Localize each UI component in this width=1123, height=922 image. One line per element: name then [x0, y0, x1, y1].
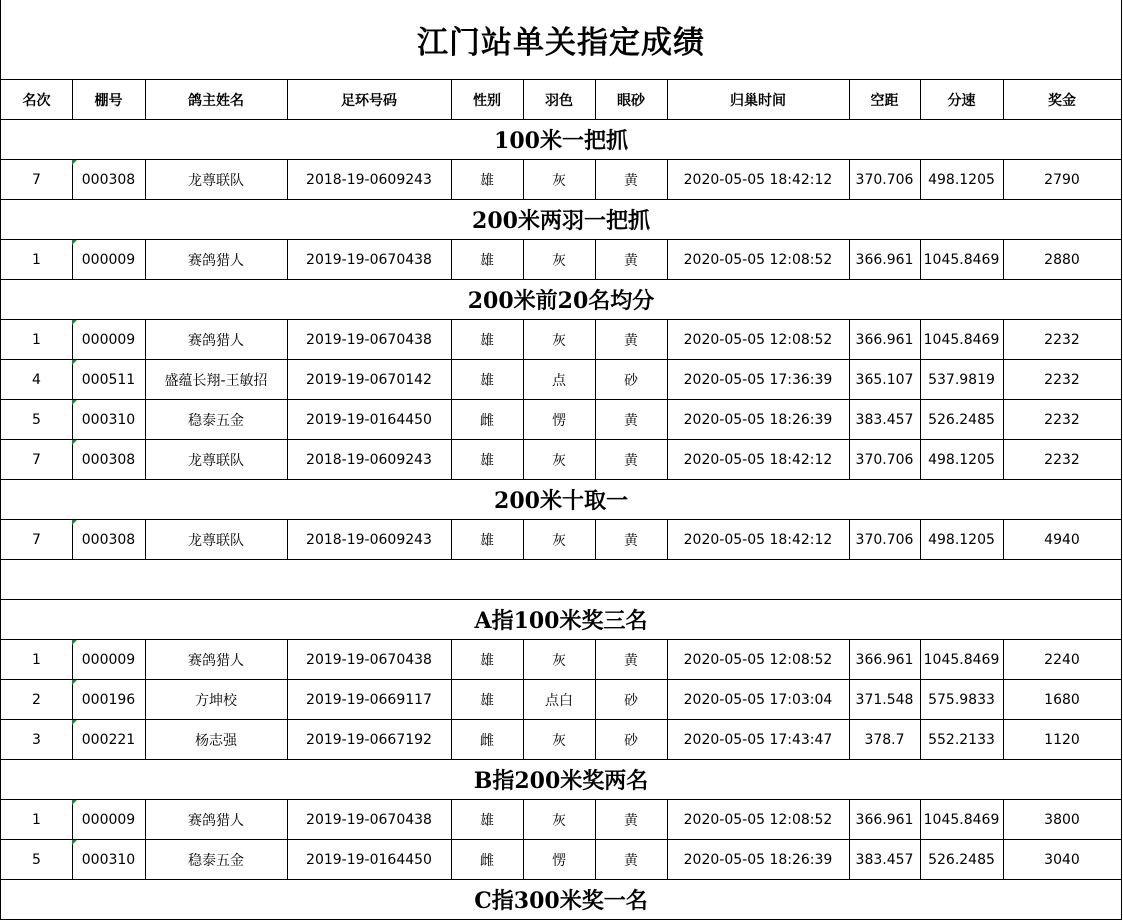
cell-speed[interactable]: 1045.8469: [920, 640, 1004, 680]
section-title[interactable]: 100米一把抓: [0, 120, 1122, 160]
cell-loft-no[interactable]: 000310: [72, 840, 146, 880]
cell-distance[interactable]: 371.548: [849, 680, 921, 720]
cell-distance[interactable]: 366.961: [849, 800, 921, 840]
cell-rank[interactable]: 7: [0, 160, 73, 200]
cell-loft-no[interactable]: 000310: [72, 400, 146, 440]
cell-eye-sand[interactable]: 黄: [595, 520, 668, 560]
cell-ring-no[interactable]: 2019-19-0670142: [287, 360, 452, 400]
cell-speed[interactable]: 537.9819: [920, 360, 1004, 400]
section-title[interactable]: C指300米奖一名: [0, 880, 1122, 920]
cell-loft-no[interactable]: 000009: [72, 240, 146, 280]
table-row: [0, 440, 1123, 480]
header-speed[interactable]: 分速: [920, 80, 1004, 120]
cell-speed[interactable]: 498.1205: [920, 440, 1004, 480]
cell-arrival-time[interactable]: 2020-05-05 18:26:39: [667, 840, 850, 880]
cell-prize[interactable]: 2240: [1003, 640, 1122, 680]
cell-loft-no[interactable]: 000308: [72, 160, 146, 200]
cell-eye-sand[interactable]: 黄: [595, 800, 668, 840]
cell-distance[interactable]: 366.961: [849, 240, 921, 280]
table-row: [0, 320, 1123, 360]
cell-prize[interactable]: 3040: [1003, 840, 1122, 880]
header-rank[interactable]: 名次: [0, 80, 73, 120]
cell-owner-name[interactable]: 赛鸽猎人: [145, 240, 288, 280]
cell-distance[interactable]: 383.457: [849, 840, 921, 880]
cell-arrival-time[interactable]: 2020-05-05 17:03:04: [667, 680, 850, 720]
cell-ring-no[interactable]: 2019-19-0669117: [287, 680, 452, 720]
cell-rank[interactable]: 5: [0, 840, 73, 880]
cell-arrival-time[interactable]: 2020-05-05 12:08:52: [667, 320, 850, 360]
cell-owner-name[interactable]: 龙尊联队: [145, 160, 288, 200]
cell-feather-color[interactable]: 灰: [523, 320, 596, 360]
cell-rank[interactable]: 7: [0, 440, 73, 480]
cell-speed[interactable]: 1045.8469: [920, 240, 1004, 280]
section-title[interactable]: 200米十取一: [0, 480, 1122, 520]
cell-rank[interactable]: 7: [0, 520, 73, 560]
cell-rank[interactable]: 3: [0, 720, 73, 760]
cell-sex[interactable]: 雄: [451, 240, 524, 280]
cell-ring-no[interactable]: 2019-19-0670438: [287, 240, 452, 280]
cell-speed[interactable]: 1045.8469: [920, 320, 1004, 360]
table-row: [0, 640, 1123, 680]
cell-loft-no[interactable]: 000221: [72, 720, 146, 760]
cell-owner-name[interactable]: 方坤校: [145, 680, 288, 720]
cell-owner-name[interactable]: 赛鸽猎人: [145, 800, 288, 840]
cell-eye-sand[interactable]: 黄: [595, 160, 668, 200]
cell-distance[interactable]: 370.706: [849, 440, 921, 480]
cell-arrival-time[interactable]: 2020-05-05 18:42:12: [667, 520, 850, 560]
cell-owner-name[interactable]: 龙尊联队: [145, 440, 288, 480]
cell-distance[interactable]: 378.7: [849, 720, 921, 760]
cell-arrival-time[interactable]: 2020-05-05 17:36:39: [667, 360, 850, 400]
cell-owner-name[interactable]: 龙尊联队: [145, 520, 288, 560]
cell-sex[interactable]: 雌: [451, 840, 524, 880]
table-row: [0, 680, 1123, 720]
cell-sex[interactable]: 雄: [451, 320, 524, 360]
cell-speed[interactable]: 526.2485: [920, 840, 1004, 880]
cell-feather-color[interactable]: 灰: [523, 240, 596, 280]
cell-sex[interactable]: 雄: [451, 680, 524, 720]
cell-owner-name[interactable]: 赛鸽猎人: [145, 640, 288, 680]
cell-ring-no[interactable]: 2019-19-0164450: [287, 840, 452, 880]
section-title[interactable]: A指100米奖三名: [0, 600, 1122, 640]
cell-distance[interactable]: 365.107: [849, 360, 921, 400]
cell-owner-name[interactable]: 稳泰五金: [145, 840, 288, 880]
table-row: [0, 800, 1123, 840]
header-row: [0, 80, 1123, 120]
cell-ring-no[interactable]: 2019-19-0667192: [287, 720, 452, 760]
cell-arrival-time[interactable]: 2020-05-05 18:26:39: [667, 400, 850, 440]
cell-arrival-time[interactable]: 2020-05-05 12:08:52: [667, 240, 850, 280]
cell-eye-sand[interactable]: 黄: [595, 320, 668, 360]
header-eye-sand[interactable]: 眼砂: [595, 80, 668, 120]
table-row: [0, 240, 1123, 280]
cell-feather-color[interactable]: 点: [523, 360, 596, 400]
cell-distance[interactable]: 370.706: [849, 520, 921, 560]
cell-owner-name[interactable]: 盛蕴长翔-王敏招: [145, 360, 288, 400]
cell-speed[interactable]: 552.2133: [920, 720, 1004, 760]
cell-sex[interactable]: 雄: [451, 440, 524, 480]
cell-arrival-time[interactable]: 2020-05-05 18:42:12: [667, 160, 850, 200]
cell-feather-color[interactable]: 灰: [523, 720, 596, 760]
cell-rank[interactable]: 1: [0, 320, 73, 360]
cell-distance[interactable]: 366.961: [849, 320, 921, 360]
cell-distance[interactable]: 383.457: [849, 400, 921, 440]
cell-feather-color[interactable]: 灰: [523, 640, 596, 680]
cell-eye-sand[interactable]: 黄: [595, 840, 668, 880]
section-title[interactable]: B指200米奖两名: [0, 760, 1122, 800]
header-distance[interactable]: 空距: [849, 80, 921, 120]
table-row: [0, 160, 1123, 200]
header-owner-name[interactable]: 鸽主姓名: [145, 80, 288, 120]
sheet-title: 江门站单关指定成绩: [417, 25, 705, 61]
cell-sex[interactable]: 雄: [451, 800, 524, 840]
cell-eye-sand[interactable]: 黄: [595, 640, 668, 680]
table-row: [0, 520, 1123, 560]
cell-prize[interactable]: 2232: [1003, 440, 1122, 480]
cell-speed[interactable]: 498.1205: [920, 520, 1004, 560]
cell-sex[interactable]: 雄: [451, 640, 524, 680]
sheet-title-cell[interactable]: [0, 0, 1122, 80]
cell-sex[interactable]: 雄: [451, 520, 524, 560]
cell-rank[interactable]: 1: [0, 640, 73, 680]
header-prize[interactable]: 奖金: [1003, 80, 1122, 120]
cell-ring-no[interactable]: 2019-19-0670438: [287, 320, 452, 360]
cell-feather-color[interactable]: 愣: [523, 400, 596, 440]
cell-eye-sand[interactable]: 砂: [595, 720, 668, 760]
cell-arrival-time[interactable]: 2020-05-05 17:43:47: [667, 720, 850, 760]
cell-loft-no[interactable]: 000308: [72, 440, 146, 480]
cell-rank[interactable]: 1: [0, 240, 73, 280]
cell-loft-no[interactable]: 000511: [72, 360, 146, 400]
cell-eye-sand[interactable]: 砂: [595, 680, 668, 720]
cell-sex[interactable]: 雄: [451, 160, 524, 200]
cell-eye-sand[interactable]: 黄: [595, 400, 668, 440]
cell-speed[interactable]: 575.9833: [920, 680, 1004, 720]
cell-speed[interactable]: 1045.8469: [920, 800, 1004, 840]
cell-ring-no[interactable]: 2019-19-0164450: [287, 400, 452, 440]
cell-prize[interactable]: 2232: [1003, 360, 1122, 400]
cell-owner-name[interactable]: 赛鸽猎人: [145, 320, 288, 360]
cell-feather-color[interactable]: 灰: [523, 160, 596, 200]
cell-prize[interactable]: 2232: [1003, 400, 1122, 440]
cell-feather-color[interactable]: 愣: [523, 840, 596, 880]
cell-feather-color[interactable]: 点白: [523, 680, 596, 720]
cell-prize[interactable]: 1120: [1003, 720, 1122, 760]
cell-loft-no[interactable]: 000009: [72, 800, 146, 840]
header-arrival-time[interactable]: 归巢时间: [667, 80, 850, 120]
cell-prize[interactable]: 2790: [1003, 160, 1122, 200]
cell-loft-no[interactable]: 000009: [72, 640, 146, 680]
cell-arrival-time[interactable]: 2020-05-05 12:08:52: [667, 800, 850, 840]
table-row: [0, 720, 1123, 760]
cell-feather-color[interactable]: 灰: [523, 440, 596, 480]
cell-sex[interactable]: 雄: [451, 360, 524, 400]
cell-ring-no[interactable]: 2019-19-0670438: [287, 800, 452, 840]
cell-rank[interactable]: 1: [0, 800, 73, 840]
cell-speed[interactable]: 526.2485: [920, 400, 1004, 440]
cell-owner-name[interactable]: 杨志强: [145, 720, 288, 760]
cell-prize[interactable]: 2880: [1003, 240, 1122, 280]
header-loft-no[interactable]: 棚号: [72, 80, 146, 120]
cell-prize[interactable]: 3800: [1003, 800, 1122, 840]
cell-feather-color[interactable]: 灰: [523, 520, 596, 560]
cell-eye-sand[interactable]: 黄: [595, 240, 668, 280]
cell-ring-no[interactable]: 2018-19-0609243: [287, 160, 452, 200]
cell-arrival-time[interactable]: 2020-05-05 12:08:52: [667, 640, 850, 680]
cell-ring-no[interactable]: 2019-19-0670438: [287, 640, 452, 680]
cell-feather-color[interactable]: 灰: [523, 800, 596, 840]
cell-distance[interactable]: 370.706: [849, 160, 921, 200]
cell-eye-sand[interactable]: 黄: [595, 440, 668, 480]
header-feather-color[interactable]: 羽色: [523, 80, 596, 120]
table-row: [0, 840, 1123, 880]
cell-rank[interactable]: 2: [0, 680, 73, 720]
cell-prize[interactable]: 1680: [1003, 680, 1122, 720]
cell-sex[interactable]: 雌: [451, 400, 524, 440]
table-row: [0, 400, 1123, 440]
cell-distance[interactable]: 366.961: [849, 640, 921, 680]
cell-rank[interactable]: 5: [0, 400, 73, 440]
table-row: [0, 360, 1123, 400]
cell-owner-name[interactable]: 稳泰五金: [145, 400, 288, 440]
cell-loft-no[interactable]: 000196: [72, 680, 146, 720]
cell-sex[interactable]: 雌: [451, 720, 524, 760]
cell-eye-sand[interactable]: 砂: [595, 360, 668, 400]
section-title[interactable]: [0, 560, 1122, 600]
header-sex[interactable]: 性别: [451, 80, 524, 120]
header-ring-no[interactable]: 足环号码: [287, 80, 452, 120]
cell-speed[interactable]: 498.1205: [920, 160, 1004, 200]
cell-prize[interactable]: 4940: [1003, 520, 1122, 560]
cell-rank[interactable]: 4: [0, 360, 73, 400]
cell-ring-no[interactable]: 2018-19-0609243: [287, 520, 452, 560]
cell-arrival-time[interactable]: 2020-05-05 18:42:12: [667, 440, 850, 480]
cell-ring-no[interactable]: 2018-19-0609243: [287, 440, 452, 480]
cell-loft-no[interactable]: 000308: [72, 520, 146, 560]
section-title[interactable]: 200米前20名均分: [0, 280, 1122, 320]
cell-prize[interactable]: 2232: [1003, 320, 1122, 360]
cell-loft-no[interactable]: 000009: [72, 320, 146, 360]
section-title[interactable]: 200米两羽一把抓: [0, 200, 1122, 240]
